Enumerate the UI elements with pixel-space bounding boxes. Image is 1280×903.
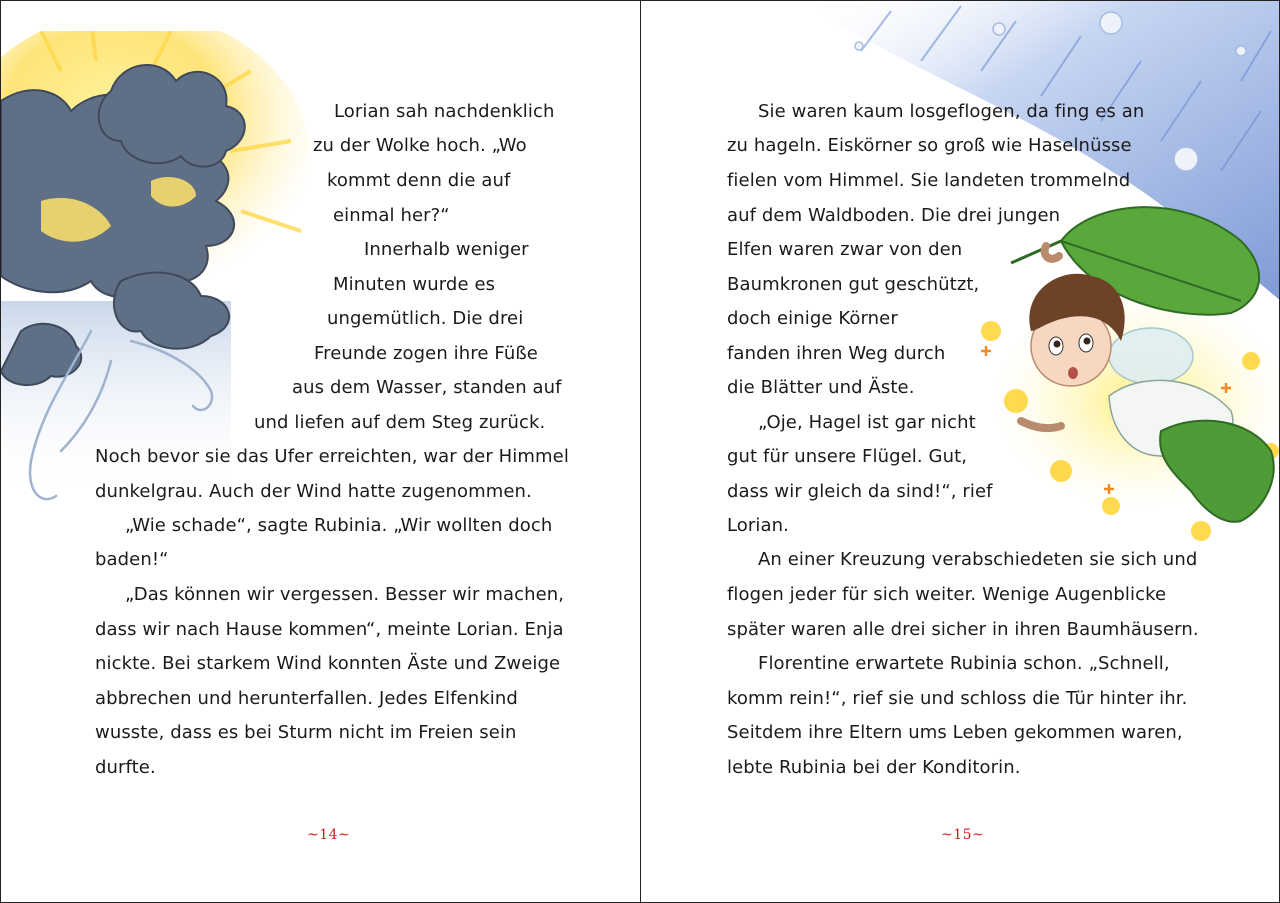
left-line-19: wusste, dass es bei Sturm nicht im Freien sein	[95, 722, 517, 743]
right-line-17: Florentine erwartete Rubinia schon. „Schnell,	[758, 653, 1170, 674]
right-line-6: Baumkronen gut geschützt,	[727, 274, 980, 295]
right-line-14: An einer Kreuzung verabschiedeten sie sich und	[758, 549, 1198, 570]
right-line-19: Seitdem ihre Eltern ums Leben gekommen waren,	[727, 722, 1183, 743]
right-line-5: Elfen waren zwar von den	[727, 239, 963, 260]
right-line-3: fielen vom Himmel. Sie landeten trommelnd	[727, 170, 1131, 191]
right-line-2: zu hageln. Eiskörner so groß wie Haselnüsse	[727, 135, 1132, 156]
right-line-1: Sie waren kaum losgeflogen, da fing es an	[758, 101, 1145, 122]
right-line-11: gut für unsere Flügel. Gut,	[727, 446, 968, 467]
left-line-8: Freunde zogen ihre Füße	[314, 343, 538, 364]
hail-elf-illustration	[641, 1, 1280, 601]
left-line-18: abbrechen und herunterfallen. Jedes Elfenkind	[95, 688, 518, 709]
left-line-12: dunkelgrau. Auch der Wind hatte zugenommen.	[95, 481, 532, 502]
right-line-20: lebte Rubinia bei der Konditorin.	[727, 757, 1021, 778]
page-number-right: ~15~	[941, 827, 985, 843]
left-line-4: einmal her?“	[333, 205, 450, 226]
left-line-16: dass wir nach Hause kommen“, meinte Lorian. Enja	[95, 619, 564, 640]
left-line-17: nickte. Bei starkem Wind konnten Äste und Zweige	[95, 653, 561, 674]
right-line-4: auf dem Waldboden. Die drei jungen	[727, 205, 1061, 226]
left-line-3: kommt denn die auf	[327, 170, 511, 191]
left-line-10: und liefen auf dem Steg zurück.	[254, 412, 546, 433]
right-line-15: flogen jeder für sich weiter. Wenige Augenblicke	[727, 584, 1167, 605]
right-line-13: Lorian.	[727, 515, 789, 536]
left-line-9: aus dem Wasser, standen auf	[292, 377, 562, 398]
page-number-left: ~14~	[307, 827, 351, 843]
right-line-16: später waren alle drei sicher in ihren Baumhäusern.	[727, 619, 1199, 640]
left-line-2: zu der Wolke hoch. „Wo	[313, 135, 527, 156]
left-line-14: baden!“	[95, 549, 169, 570]
right-line-9: die Blätter und Äste.	[727, 377, 915, 398]
right-line-10: „Oje, Hagel ist gar nicht	[758, 412, 976, 433]
right-line-12: dass wir gleich da sind!“, rief	[727, 481, 993, 502]
right-line-7: doch einige Körner	[727, 308, 898, 329]
right-page	[640, 0, 1280, 903]
left-line-13: „Wie schade“, sagte Rubinia. „Wir wollten doch	[125, 515, 553, 536]
left-line-1: Lorian sah nachdenklich	[334, 101, 555, 122]
right-line-8: fanden ihren Weg durch	[727, 343, 946, 364]
left-line-11: Noch bevor sie das Ufer erreichten, war der Himmel	[95, 446, 569, 467]
left-line-5: Innerhalb weniger	[364, 239, 529, 260]
right-line-18: komm rein!“, rief sie und schloss die Tür hinter ihr.	[727, 688, 1188, 709]
left-line-20: durfte.	[95, 757, 156, 778]
left-line-15: „Das können wir vergessen. Besser wir machen,	[125, 584, 565, 605]
left-line-6: Minuten wurde es	[333, 274, 496, 295]
left-line-7: ungemütlich. Die drei	[327, 308, 524, 329]
